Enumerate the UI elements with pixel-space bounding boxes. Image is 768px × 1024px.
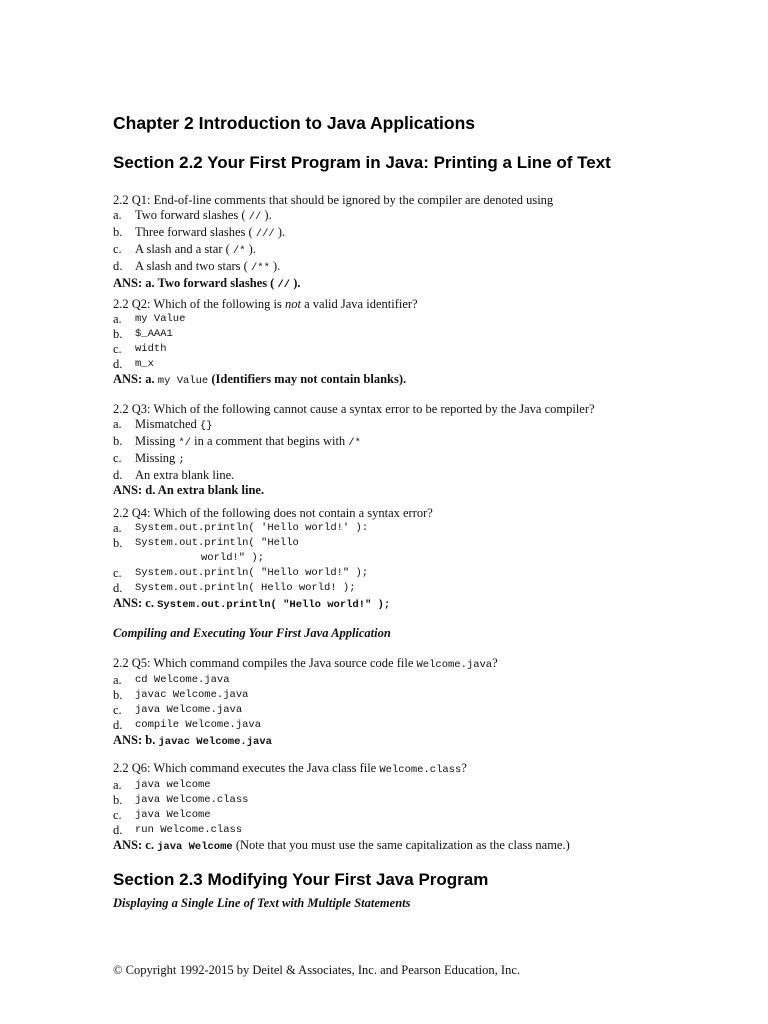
option-d: d. run Welcome.class <box>113 823 243 837</box>
option-c: c. System.out.println( "Hello world!" ); <box>113 566 369 580</box>
question-q1 <box>113 193 713 293</box>
option-b: b. System.out.println( "Hello <box>113 536 299 550</box>
question-text: 2.2 Q1: End-of-line comments that should be ignored by the compiler are denoted using <box>113 193 554 207</box>
option-c: c. A slash and a star ( /* ). <box>113 242 256 257</box>
answer: ANS: b. javac Welcome.java <box>113 733 272 748</box>
option-a: a. Two forward slashes ( // ). <box>113 208 272 223</box>
option-c: c. Missing ; <box>113 451 185 466</box>
option-a: a. my Value <box>113 312 186 326</box>
option-b: b. $_AAA1 <box>113 327 173 341</box>
option-c: c. java Welcome <box>113 808 211 822</box>
option-a: a. Mismatched {} <box>113 417 213 432</box>
option-d: d. m_x <box>113 357 154 371</box>
option-d: d. System.out.println( Hello world! ); <box>113 581 356 595</box>
option-c: c. width <box>113 342 167 356</box>
question-q6 <box>113 761 713 855</box>
option-b: b. java Welcome.class <box>113 793 249 807</box>
option-b: b. Three forward slashes ( /// ). <box>113 225 286 240</box>
option-d: d. compile Welcome.java <box>113 718 262 732</box>
option-d: d. A slash and two stars ( /** ). <box>113 259 281 274</box>
option-b-continuation: world!" ); <box>201 552 265 564</box>
option-b: b. javac Welcome.java <box>113 688 249 702</box>
option-a: a. cd Welcome.java <box>113 673 230 687</box>
section-2-2-title: Section 2.2 Your First Program in Java: Printing a Line of Text <box>113 153 611 172</box>
answer: ANS: a. Two forward slashes ( // ). <box>113 276 301 291</box>
question-text: 2.2 Q3: Which of the following cannot cause a syntax error to be reported by the Java compiler? <box>113 402 595 416</box>
question-text: 2.2 Q5: Which command compiles the Java source code file Welcome.java? <box>113 656 498 671</box>
question-q4 <box>113 506 713 613</box>
subheading-displaying: Displaying a Single Line of Text with Multiple Statements <box>113 896 411 910</box>
option-a: a. System.out.println( 'Hello world!' ): <box>113 521 369 535</box>
option-a: a. java welcome <box>113 778 211 792</box>
question-text: 2.2 Q6: Which command executes the Java class file Welcome.class? <box>113 761 467 776</box>
option-b: b. Missing */ in a comment that begins with /* <box>113 434 361 449</box>
question-q3 <box>113 402 713 498</box>
subheading-compiling: Compiling and Executing Your First Java Application <box>113 626 391 640</box>
question-q2 <box>113 297 713 389</box>
option-c: c. java Welcome.java <box>113 703 243 717</box>
answer: ANS: d. An extra blank line. <box>113 483 265 497</box>
copyright-footer: © Copyright 1992-2015 by Deitel & Associates, Inc. and Pearson Education, Inc. <box>113 963 520 977</box>
question-text: 2.2 Q4: Which of the following does not contain a syntax error? <box>113 506 433 520</box>
option-d: d. An extra blank line. <box>113 468 235 482</box>
answer: ANS: c. java Welcome (Note that you must use the same capitalization as the class name.) <box>113 838 570 853</box>
chapter-title: Chapter 2 Introduction to Java Applications <box>113 113 476 133</box>
answer: ANS: a. my Value (Identifiers may not contain blanks). <box>113 372 407 387</box>
question-text: 2.2 Q2: Which of the following is not a valid Java identifier? <box>113 297 418 311</box>
answer: ANS: c. System.out.println( "Hello world!" ); <box>113 596 391 611</box>
section-2-3-title: Section 2.3 Modifying Your First Java Program <box>113 870 489 889</box>
question-q5 <box>113 656 713 750</box>
